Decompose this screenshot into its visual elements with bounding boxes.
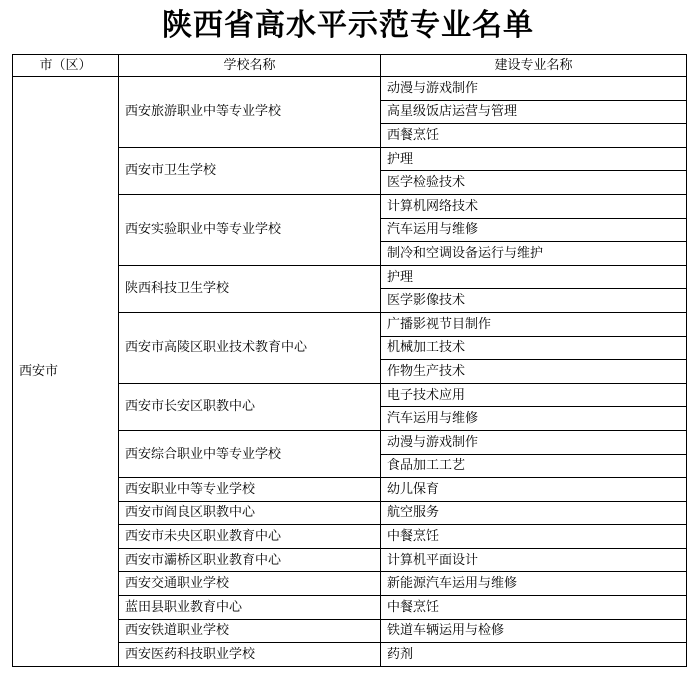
school-name-cell: 陕西科技卫生学校 [119, 265, 381, 312]
school-name-cell: 西安市长安区职教中心 [119, 383, 381, 430]
major-name-cell: 机械加工技术 [381, 336, 687, 360]
school-name-cell: 西安医药科技职业学校 [119, 643, 381, 667]
major-name-cell: 航空服务 [381, 501, 687, 525]
header-city: 市（区） [13, 55, 119, 77]
page-title: 陕西省高水平示范专业名单 [162, 8, 534, 43]
school-name-cell: 西安综合职业中等专业学校 [119, 430, 381, 477]
major-name-cell: 食品加工工艺 [381, 454, 687, 478]
city-cell: 西安市 [13, 77, 119, 667]
school-name-cell: 西安职业中等专业学校 [119, 478, 381, 502]
major-name-cell: 幼儿保育 [381, 478, 687, 502]
header-major: 建设专业名称 [381, 55, 687, 77]
major-name-cell: 中餐烹饪 [381, 596, 687, 620]
school-name-cell: 西安旅游职业中等专业学校 [119, 77, 381, 148]
school-name-cell: 西安交通职业学校 [119, 572, 381, 596]
table-row [13, 77, 687, 101]
major-name-cell: 动漫与游戏制作 [381, 430, 687, 454]
major-name-cell: 计算机平面设计 [381, 548, 687, 572]
major-name-cell: 护理 [381, 147, 687, 171]
program-table [12, 54, 687, 667]
major-name-cell: 汽车运用与维修 [381, 218, 687, 242]
school-name-cell: 西安实验职业中等专业学校 [119, 194, 381, 265]
major-name-cell: 汽车运用与维修 [381, 407, 687, 431]
school-name-cell: 西安铁道职业学校 [119, 619, 381, 643]
table-header-row [13, 55, 687, 77]
header-school: 学校名称 [119, 55, 381, 77]
major-name-cell: 动漫与游戏制作 [381, 77, 687, 101]
school-name-cell: 西安市卫生学校 [119, 147, 381, 194]
table-body [13, 77, 687, 667]
major-name-cell: 西餐烹饪 [381, 124, 687, 148]
major-name-cell: 作物生产技术 [381, 360, 687, 384]
school-name-cell: 西安市灞桥区职业教育中心 [119, 548, 381, 572]
major-name-cell: 医学检验技术 [381, 171, 687, 195]
major-name-cell: 电子技术应用 [381, 383, 687, 407]
major-name-cell: 铁道车辆运用与检修 [381, 619, 687, 643]
major-name-cell: 新能源汽车运用与维修 [381, 572, 687, 596]
major-name-cell: 药剂 [381, 643, 687, 667]
major-name-cell: 中餐烹饪 [381, 525, 687, 549]
major-name-cell: 制冷和空调设备运行与维护 [381, 242, 687, 266]
school-name-cell: 西安市高陵区职业技术教育中心 [119, 312, 381, 383]
school-name-cell: 蓝田县职业教育中心 [119, 596, 381, 620]
school-name-cell: 西安市未央区职业教育中心 [119, 525, 381, 549]
major-name-cell: 高星级饭店运营与管理 [381, 100, 687, 124]
major-name-cell: 护理 [381, 265, 687, 289]
major-name-cell: 医学影像技术 [381, 289, 687, 313]
school-name-cell: 西安市阎良区职教中心 [119, 501, 381, 525]
major-name-cell: 广播影视节目制作 [381, 312, 687, 336]
major-name-cell: 计算机网络技术 [381, 194, 687, 218]
